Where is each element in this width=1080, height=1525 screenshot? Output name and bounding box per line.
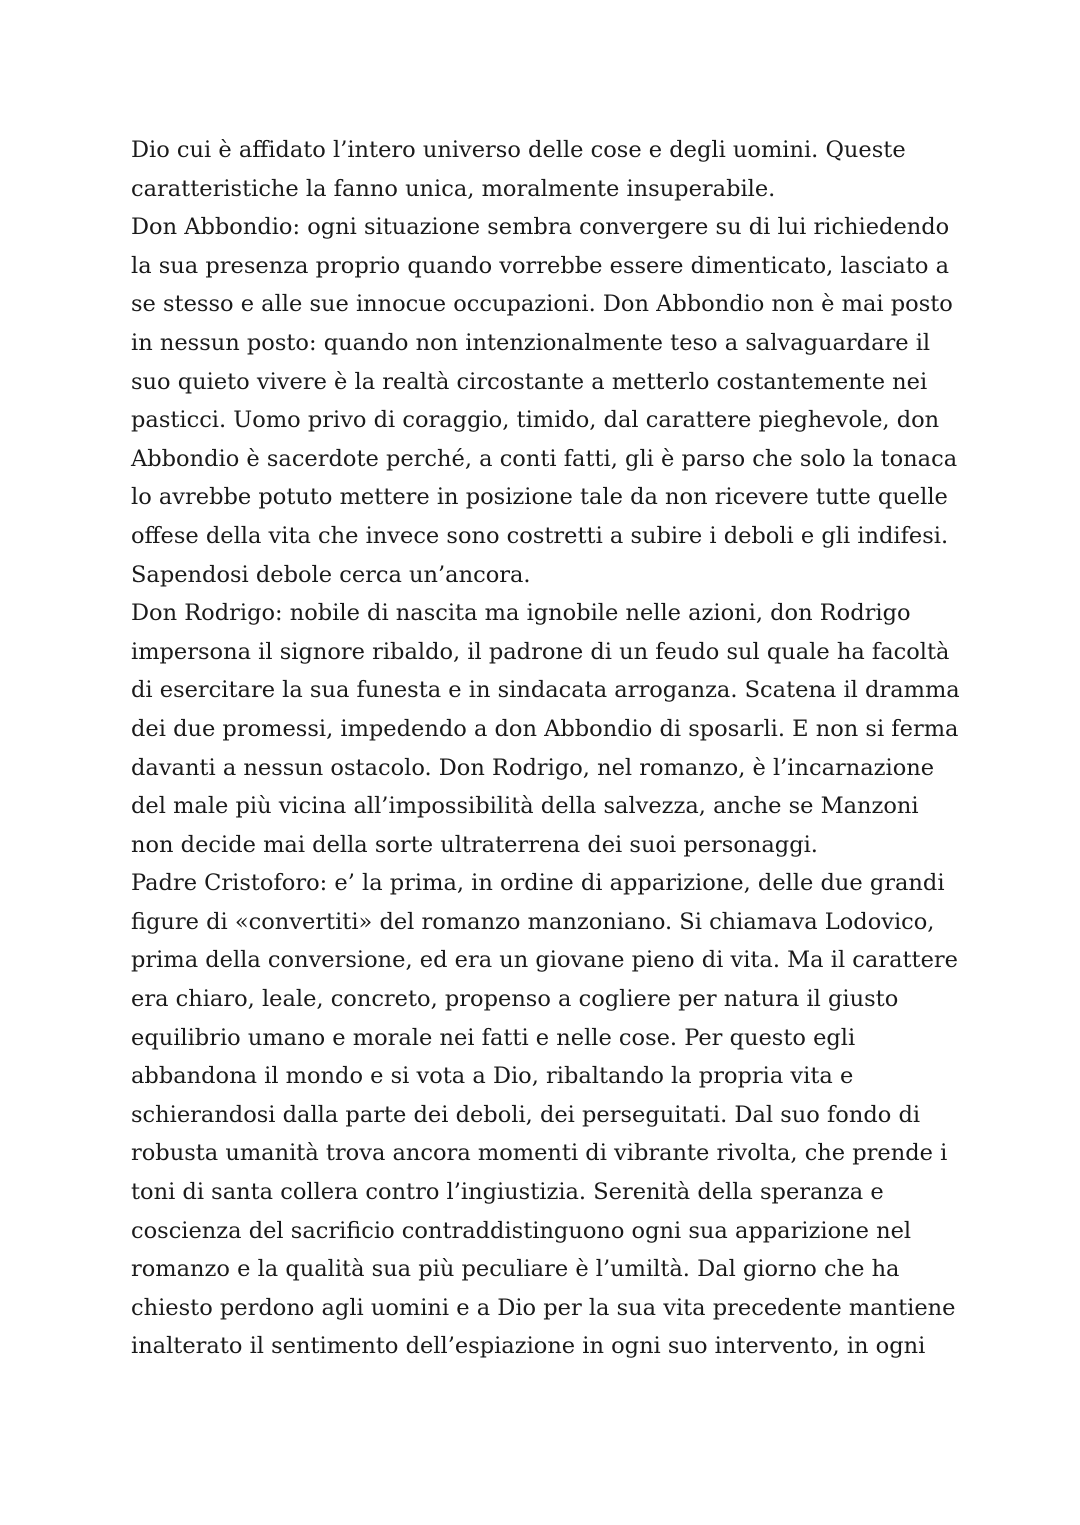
- text-line: schierandosi dalla parte dei deboli, dei perseguitati. Dal suo fondo di: [131, 1101, 921, 1128]
- text-line: davanti a nessun ostacolo. Don Rodrigo, nel romanzo, è l’incarnazione: [131, 754, 935, 781]
- text-line: robusta umanità trova ancora momenti di vibrante rivolta, che prende i: [131, 1140, 948, 1167]
- text-line: toni di santa collera contro l’ingiustizia. Serenità della speranza e: [131, 1179, 884, 1206]
- text-line: Sapendosi debole cerca un’ancora.: [131, 561, 531, 588]
- text-line: caratteristiche la fanno unica, moralmente insuperabile.: [131, 175, 776, 202]
- text-line: la sua presenza proprio quando vorrebbe essere dimenticato, lasciato a: [131, 252, 949, 279]
- text-line: Dio cui è affidato l’intero universo delle cose e degli uomini. Queste: [131, 137, 906, 163]
- text-line: lo avrebbe potuto mettere in posizione tale da non ricevere tutte quelle: [131, 484, 948, 511]
- text-line: non decide mai della sorte ultraterrena dei suoi personaggi.: [131, 831, 818, 858]
- text-line: del male più vicina all’impossibilità della salvezza, anche se Manzoni: [131, 793, 919, 820]
- text-line: Don Rodrigo: nobile di nascita ma ignobile nelle azioni, don Rodrigo: [131, 600, 911, 627]
- text-line: Abbondio è sacerdote perché, a conti fatti, gli è parso che solo la tonaca: [131, 445, 958, 472]
- text-line: equilibrio umano e morale nei fatti e nelle cose. Per questo egli: [131, 1024, 856, 1051]
- text-line: offese della vita che invece sono costretti a subire i deboli e gli indifesi.: [131, 522, 949, 549]
- text-line: figure di «convertiti» del romanzo manzoniano. Si chiamava Lodovico,: [131, 908, 935, 935]
- text-line: pasticci. Uomo privo di coraggio, timido, dal carattere pieghevole, don: [131, 407, 940, 434]
- text-line: prima della conversione, ed era un giovane pieno di vita. Ma il carattere: [131, 947, 958, 974]
- text-line: inalterato il sentimento dell’espiazione in ogni suo intervento, in ogni: [131, 1333, 926, 1360]
- text-line: dei due promessi, impedendo a don Abbondio di sposarli. E non si ferma: [131, 715, 959, 742]
- text-line: abbandona il mondo e si vota a Dio, ribaltando la propria vita e: [131, 1063, 854, 1090]
- text-line: era chiaro, leale, concreto, propenso a cogliere per natura il giusto: [131, 986, 899, 1013]
- text-line: coscienza del sacrificio contraddistinguono ogni sua apparizione nel: [131, 1217, 912, 1244]
- body-text: [131, 131, 971, 1366]
- text-line: Don Abbondio: ogni situazione sembra convergere su di lui richiedendo: [131, 214, 950, 241]
- text-line: suo quieto vivere è la realtà circostante a metterlo costantemente nei: [131, 368, 928, 395]
- text-line: impersona il signore ribaldo, il padrone di un feudo sul quale ha facoltà: [131, 638, 950, 665]
- text-line: in nessun posto: quando non intenzionalmente teso a salvaguardare il: [131, 329, 931, 356]
- text-line: se stesso e alle sue innocue occupazioni. Don Abbondio non è mai posto: [131, 291, 953, 318]
- text-line: romanzo e la qualità sua più peculiare è l’umiltà. Dal giorno che ha: [131, 1256, 900, 1283]
- text-line: Padre Cristoforo: e’ la prima, in ordine di apparizione, delle due grandi: [131, 870, 945, 897]
- text-line: di esercitare la sua funesta e in sindacata arroganza. Scatena il dramma: [131, 677, 960, 704]
- text-line: chiesto perdono agli uomini e a Dio per la sua vita precedente mantiene: [131, 1294, 956, 1321]
